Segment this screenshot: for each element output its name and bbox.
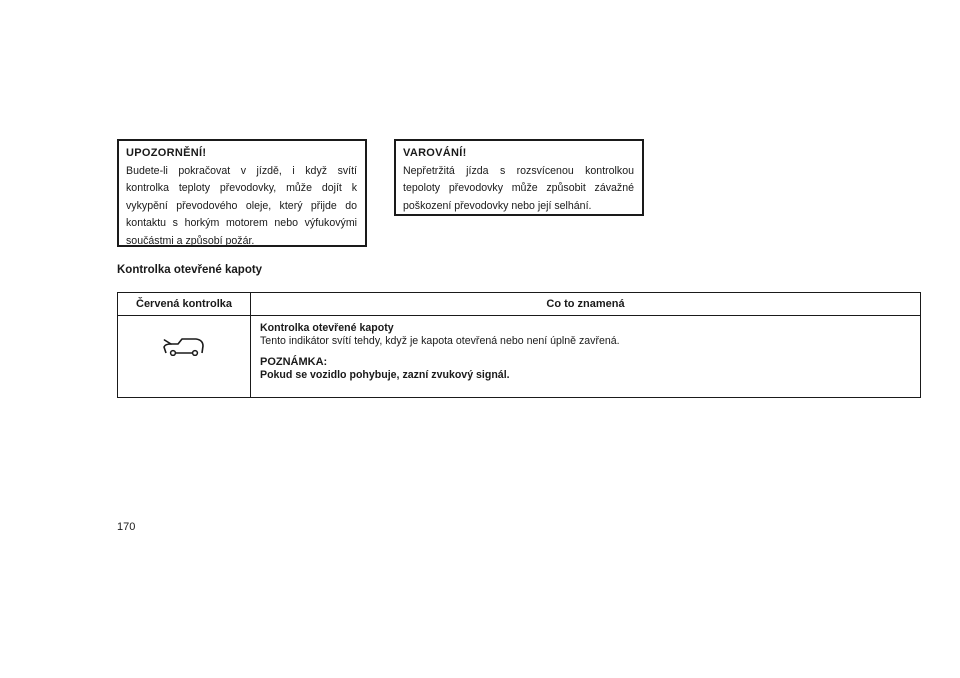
meaning-cell (251, 316, 921, 398)
header-indicator: Červená kontrolka (118, 293, 251, 316)
note-label: POZNÁMKA: (260, 356, 328, 368)
hood-open-icon (162, 336, 206, 356)
warning-box (394, 139, 644, 216)
note-text: Pokud se vozidlo pohybuje, zazní zvukový signál. (260, 369, 510, 381)
header-meaning: Co to znamená (251, 293, 921, 316)
indicator-description: Tento indikátor svítí tehdy, když je kapota otevřená nebo není úplně zavřená. (260, 335, 620, 347)
page-number: 170 (117, 521, 136, 533)
indicator-cell (118, 316, 251, 398)
indicator-title: Kontrolka otevřené kapoty (260, 322, 394, 334)
indicator-table (117, 292, 921, 398)
caution-box (117, 139, 367, 247)
table-row (118, 316, 921, 398)
section-heading: Kontrolka otevřené kapoty (117, 264, 263, 276)
warning-title: VAROVÁNÍ! (403, 147, 467, 159)
table-header-row (118, 293, 921, 316)
caution-text: Budete-li pokračovat v jízdě, i když svítí kontrolka teploty převodovky, může dojít k vykypění převodového oleje, který přijde do kontaktu s horkým motorem nebo výfukovými součástmi a způsobí požár. (126, 164, 357, 247)
warning-text: Nepřetržitá jízda s rozsvícenou kontrolkou tepoloty převodovky může způsobit závažné poškození převodovky nebo její selhání. (403, 164, 634, 212)
caution-title: UPOZORNĚNÍ! (126, 147, 207, 159)
